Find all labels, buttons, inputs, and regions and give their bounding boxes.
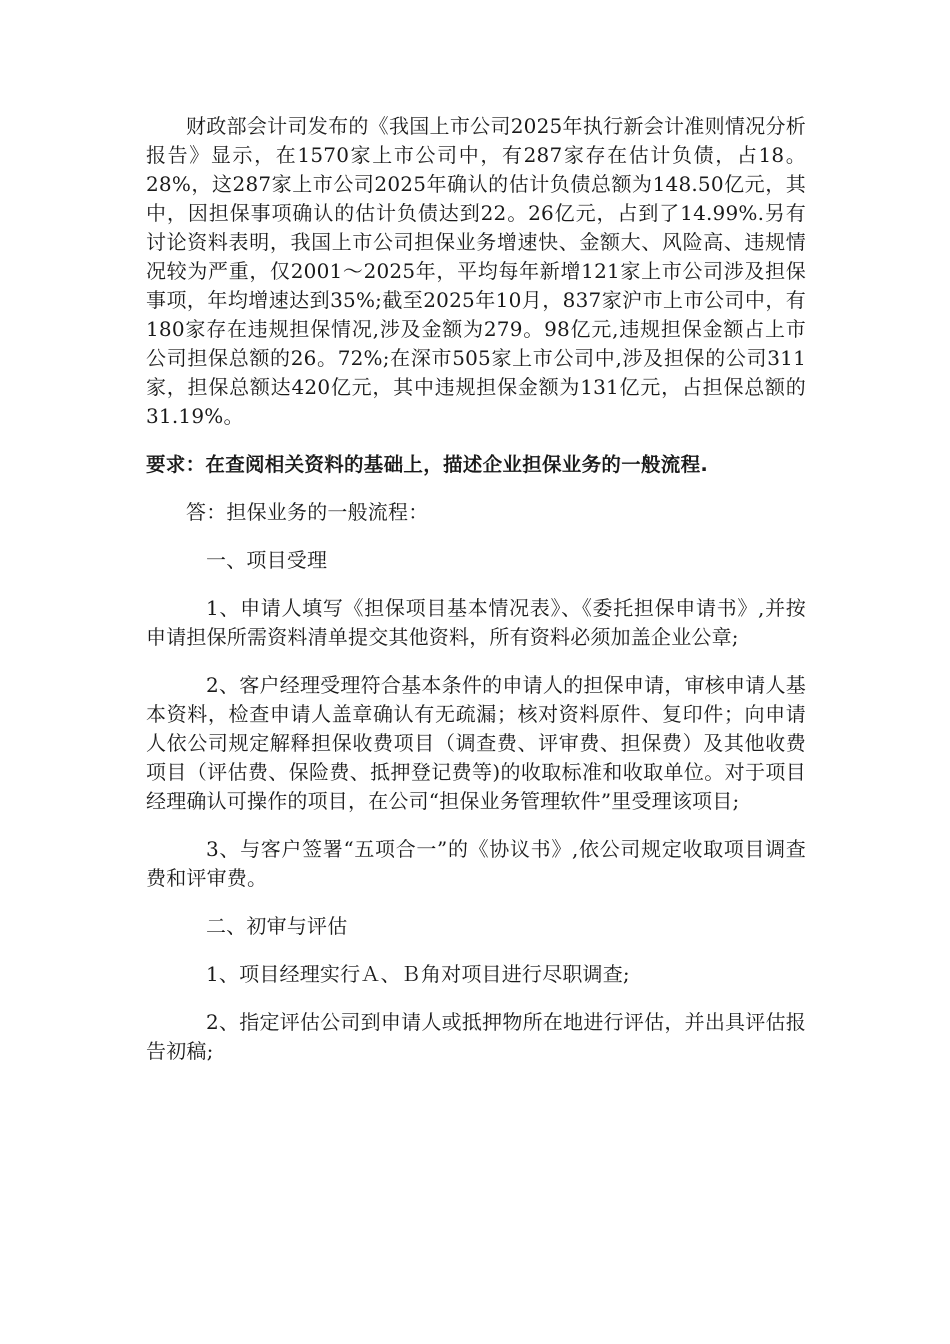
answer-intro: 答：担保业务的一般流程： <box>186 500 429 524</box>
list-item: 2、指定评估公司到申请人或抵押物所在地进行评估，并出具评估报告初稿; <box>146 1010 806 1063</box>
list-item: 2、客户经理受理符合基本条件的申请人的担保申请，审核申请人基本资料，检查申请人盖章确认有无疏漏；核对资料原件、复印件；向申请人依公司规定解释担保收费项目（调查费、评审费、担保费）及其他收费项目（评估费、保险费、抵押登记费等)的收取标准和收取单位。对于项目经理确认可操作的项目，在公司“担保业务管理软件”里受理该项目; <box>146 673 806 813</box>
list-item: 3、与客户签署“五项合一”的《协议书》,依公司规定收取项目调查费和评审费。 <box>146 837 806 890</box>
document-page <box>146 112 806 1085</box>
list-item: 1、申请人填写《担保项目基本情况表》、《委托担保申请书》,并按申请担保所需资料清单提交其他资料，所有资料必须加盖企业公章; <box>146 596 806 649</box>
list-item: 1、项目经理实行Ａ、Ｂ角对项目进行尽职调查; <box>206 962 630 986</box>
requirement-text: 要求：在查阅相关资料的基础上，描述企业担保业务的一般流程. <box>146 453 709 476</box>
intro-paragraph: 财政部会计司发布的《我国上市公司2025年执行新会计准则情况分析报告》显示，在1570家上市公司中，有287家存在估计负债，占18。28%，这287家上市公司2025年确认的估计负债总额为148.50亿元，其中，因担保事项确认的估计负债达到22。26亿元，占到了14.99%.另有讨论资料表明，我国上市公司担保业务增速快、金额大、风险高、违规情况较为严重，仅2001～2025年，平均每年新增121家上市公司涉及担保事项，年均增速达到35%;截至2025年10月，837家沪市上市公司中，有180家存在违规担保情况,涉及金额为279。98亿元,违规担保金额占上市公司担保总额的26。72%;在深市505家上市公司中,涉及担保的公司311家，担保总额达420亿元，其中违规担保金额为131亿元，占担保总额的31.19%。 <box>146 114 806 428</box>
section-heading-review: 二、初审与评估 <box>206 914 348 938</box>
section-heading-acceptance: 一、项目受理 <box>206 548 328 572</box>
